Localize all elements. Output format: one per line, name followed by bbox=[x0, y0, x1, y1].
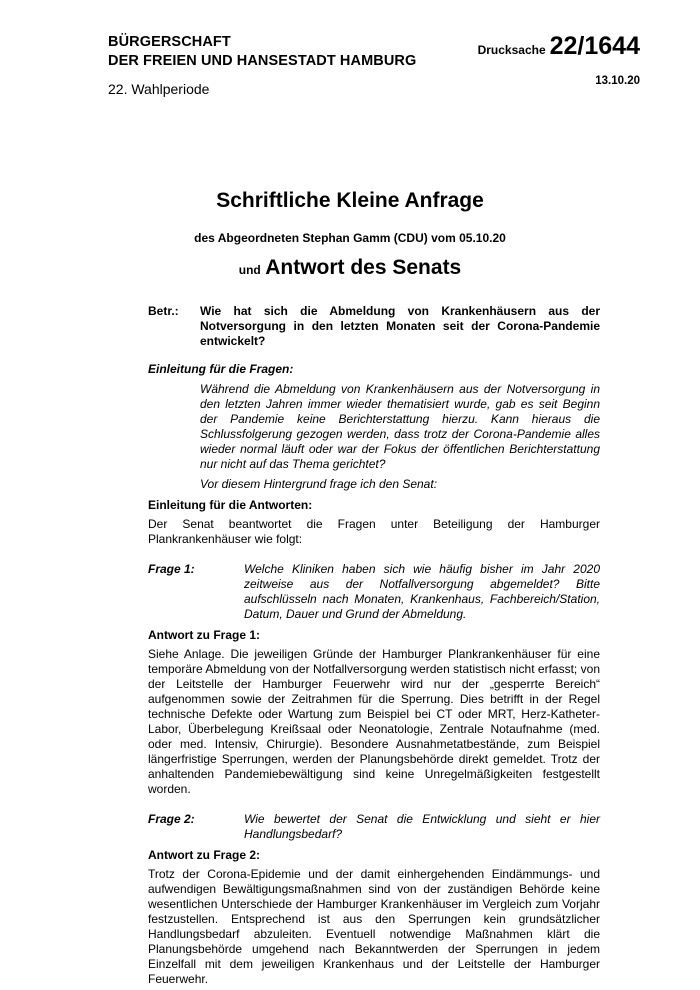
org-name-line1: BÜRGERSCHAFT bbox=[108, 34, 231, 50]
intro-answers-heading: Einleitung für die Antworten: bbox=[148, 498, 313, 512]
intro-answers-text: Der Senat beantwortet die Fragen unter Beteiligung der Hamburger Plankrankenhäuser wie folgt: bbox=[148, 517, 600, 546]
org-name-line2: DER FREIEN UND HANSESTADT HAMBURG bbox=[108, 53, 417, 69]
question-1-label: Frage 1: bbox=[148, 562, 195, 576]
question-1 bbox=[148, 562, 600, 622]
answer-1-heading: Antwort zu Frage 1: bbox=[148, 628, 261, 642]
answer-title-und: und bbox=[238, 263, 261, 277]
parliament-header bbox=[108, 33, 416, 99]
answer-title bbox=[0, 256, 700, 280]
subject-label: Betr.: bbox=[148, 304, 179, 318]
document-title: Schriftliche Kleine Anfrage bbox=[216, 189, 484, 212]
drucksache-label: Drucksache bbox=[477, 43, 546, 57]
legislative-period: 22. Wahlperiode bbox=[108, 81, 210, 97]
question-1-text: Welche Kliniken haben sich wie häufig bisher im Jahr 2020 zeitweise aus der Notfallversorgung abgemeldet? Bitte aufschlüsseln nach Monaten, Krankenhaus, Fachbereich/Station, Datum, Dauer und Grund der Abmeldung. bbox=[244, 562, 600, 621]
answer-1-text: Siehe Anlage. Die jeweiligen Gründe der Hamburger Plankrankenhäuser für eine temporäre Abmeldung von der Notfallversorgung werden statistisch nicht erfasst; von der Leitstelle der Hamburger Feuerwehr wird nur der „gesperrte Bereich“ aufgenommen sowie der Zeitrahmen für die Sperrung. Dies betrifft in der Regel technische Defekte oder Wartung zum Beispiel bei CT oder MRT, Herz-Katheter-Labor, Überbelegung Kreißsaal oder Neonatologie, Zentrale Notaufnahme (med. oder med. Intensiv, Chirurgie). Besondere Ausnahmetatbestände, zum Beispiel längerfristige Sperrungen, werden der Planungsbehörde direkt gemeldet. Trotz der anhaltenden Pandemiebewältigung sind keine Unregelmäßigkeiten festgestellt worden. bbox=[148, 647, 600, 796]
subject-text: Wie hat sich die Abmeldung von Krankenhäusern aus der Notversorgung in den letzten Monaten seit der Corona-Pandemie entwickelt? bbox=[200, 304, 600, 348]
question-2-label: Frage 2: bbox=[148, 812, 195, 826]
subject-line bbox=[148, 304, 600, 349]
answer-2-text: Trotz der Corona-Epidemie und der damit einhergehenden Eindämmungs- und aufwendigen Bewältigungsmaßnahmen sind von der zuständigen Behörde keine wesentlichen Unterschiede der Hamburger Krankenhäuser im Vergleich zum Vorjahr festzustellen. Entsprechend ist aus den Sperrungen kein grundsätzlicher Handlungsbedarf abzuleiten. Eventuell notwendige Maßnahmen klärt die Planungsbehörde umgehend nach Bekanntwerden der Sperrungen in jedem Einzelfall mit dem jeweiligen Krankenhaus und der Leitstelle der Hamburger Feuerwehr. bbox=[148, 867, 600, 986]
document-date: 13.10.20 bbox=[595, 75, 640, 87]
document-number-block bbox=[478, 32, 640, 87]
drucksache-number: 22/1644 bbox=[549, 32, 640, 60]
question-2-text: Wie bewertet der Senat die Entwicklung und sieht er hier Handlungsbedarf? bbox=[244, 812, 600, 841]
answer-title-main: Antwort des Senats bbox=[265, 256, 462, 279]
document-body bbox=[148, 304, 600, 987]
intro-questions-text: Während die Abmeldung von Krankenhäusern aus der Notversorgung in den letzten Jahren immer wieder thematisiert wurde, gab es seit Beginn der Pandemie keine Berichterstattung hierzu. Kann hieraus die Schlussfolgerung gezogen werden, dass trotz der Corona-Pandemie alles wieder normal läuft oder war der Fokus der öffentlichen Berichterstattung nur nicht auf das Thema gerichtet? bbox=[200, 382, 600, 471]
question-2 bbox=[148, 812, 600, 842]
intro-questions-heading: Einleitung für die Fragen: bbox=[148, 362, 294, 376]
document-byline: des Abgeordneten Stephan Gamm (CDU) vom 05.10.20 bbox=[194, 231, 506, 245]
answer-2-heading: Antwort zu Frage 2: bbox=[148, 848, 261, 862]
intro-questions-closing: Vor diesem Hintergrund frage ich den Senat: bbox=[200, 477, 438, 491]
